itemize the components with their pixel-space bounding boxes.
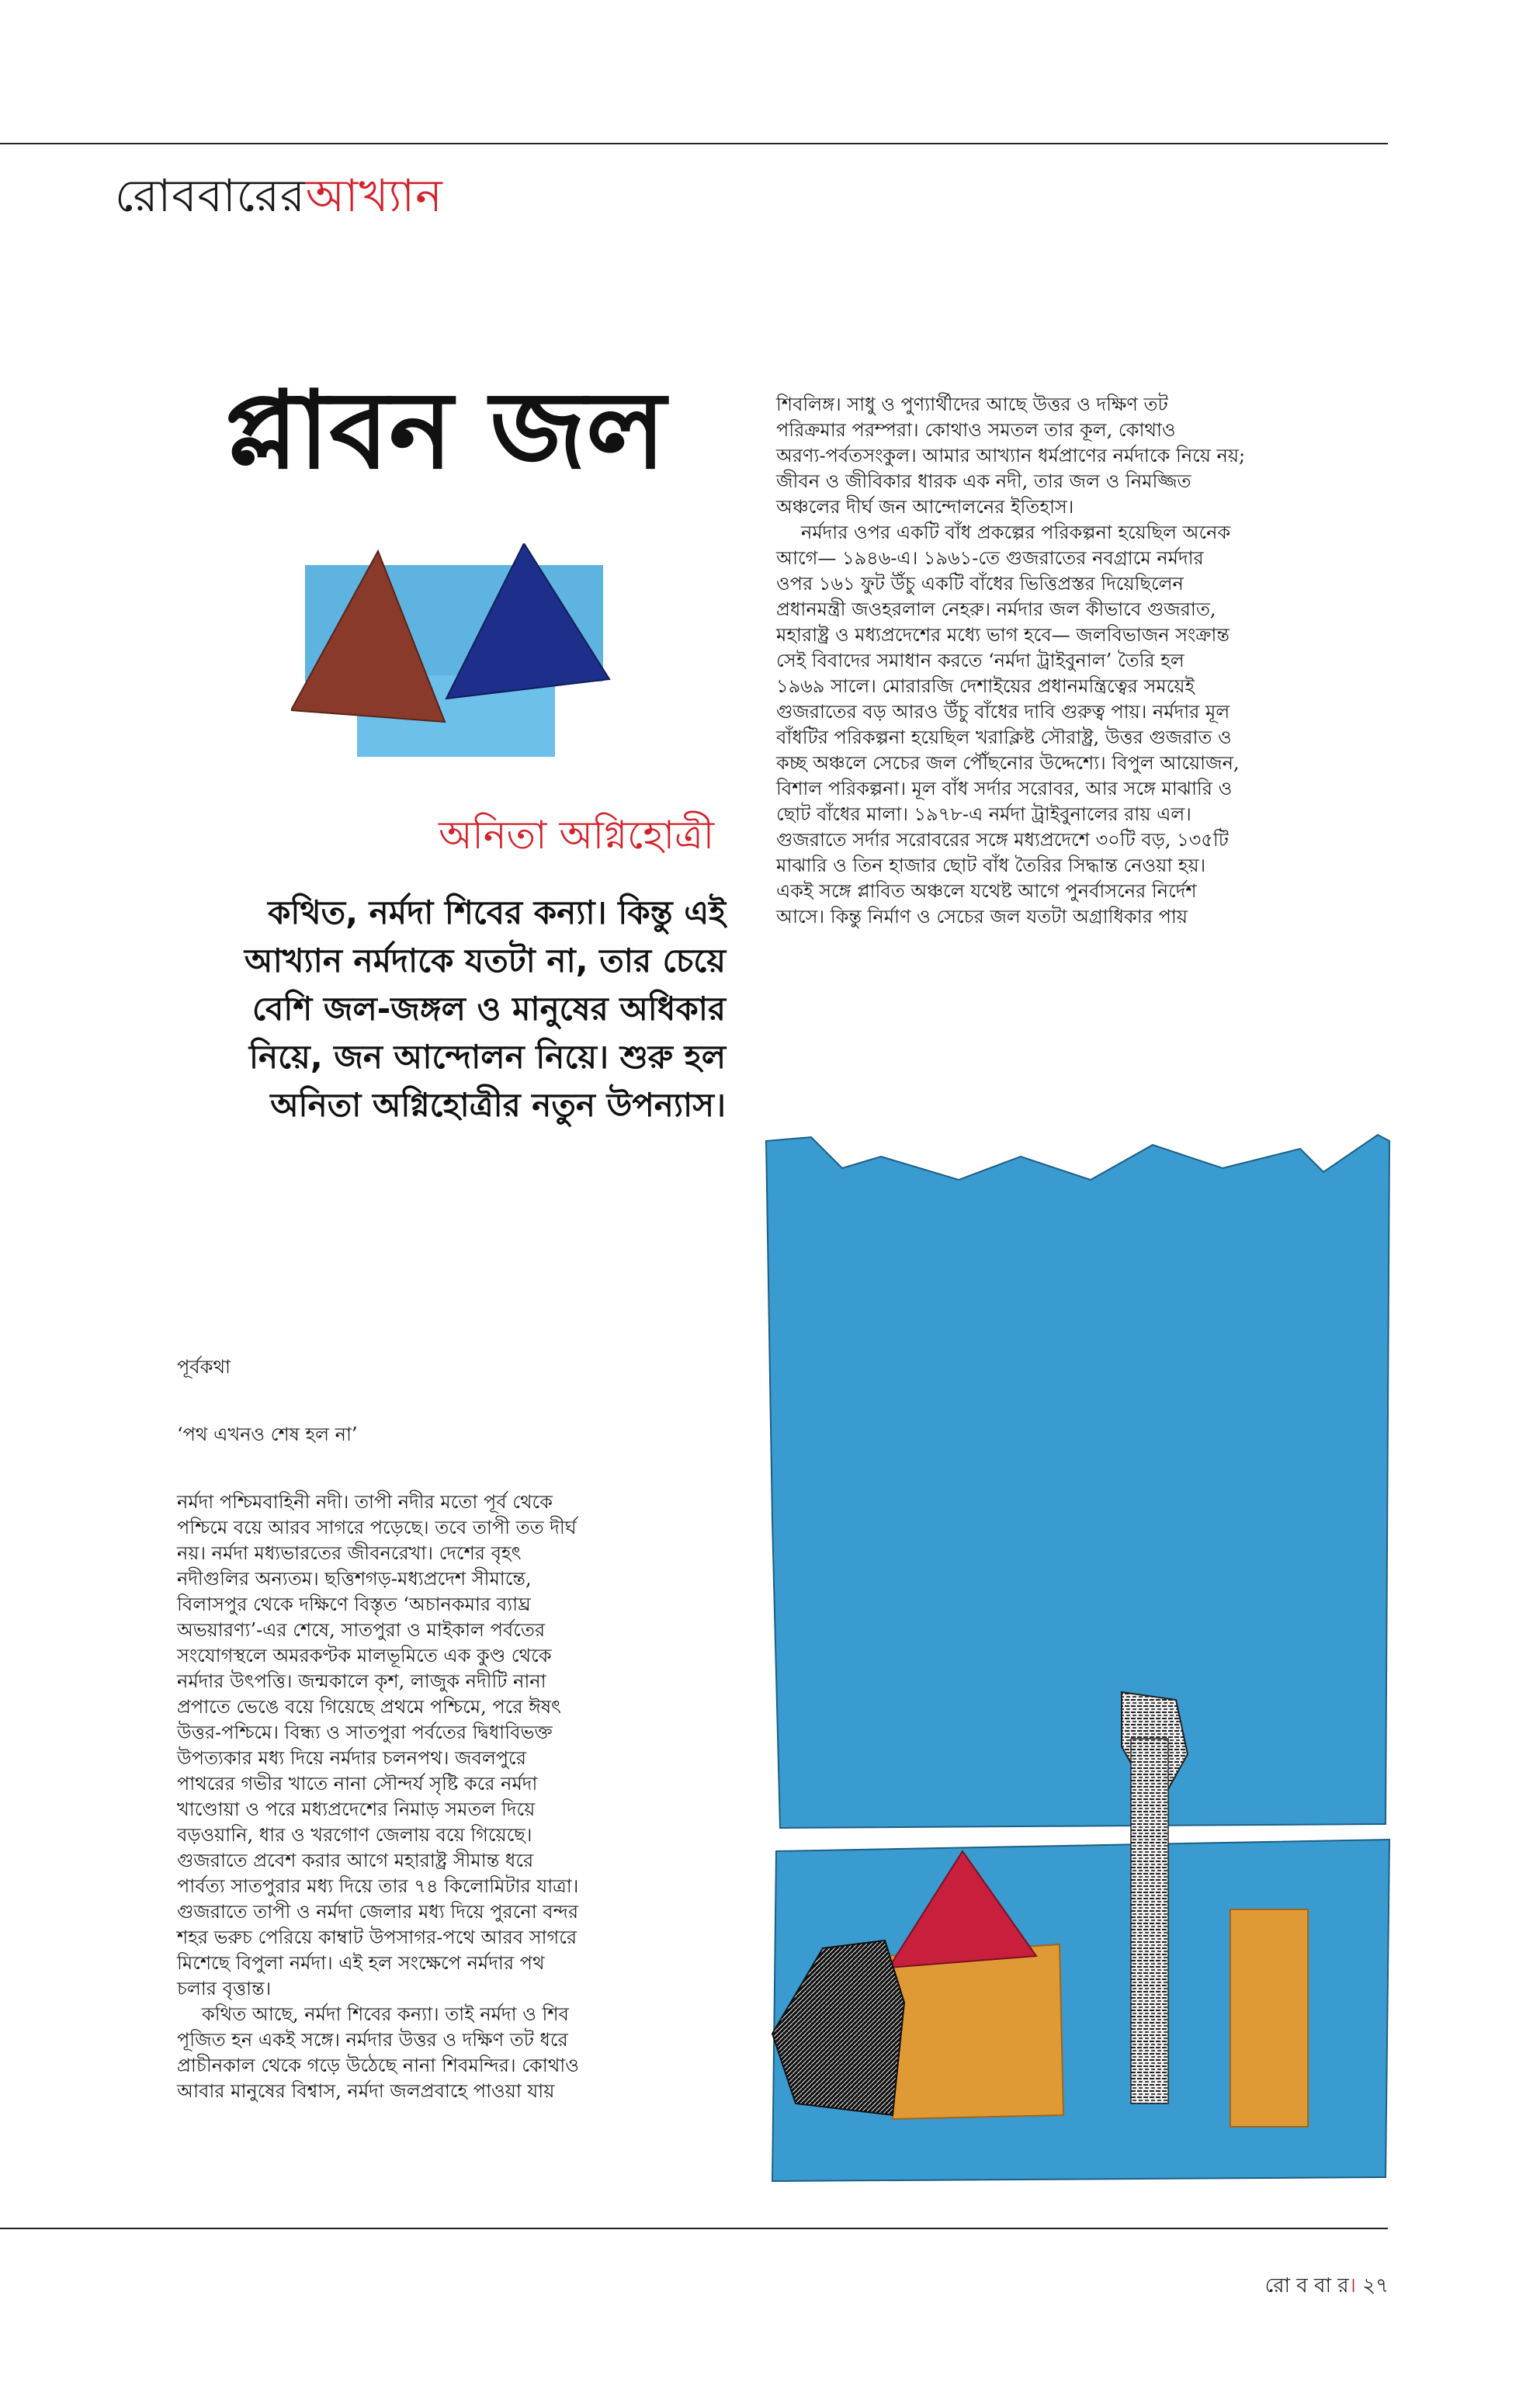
text-line: পাথরের গভীর খাতে নানা সৌন্দর্য সৃষ্টি করে নর্মদা bbox=[177, 1773, 538, 1795]
deck-line: বেশি জল-জঙ্গল ও মানুষের অধিকার bbox=[251, 990, 726, 1028]
page-folio bbox=[1265, 2273, 1389, 2299]
text-line: মাঝারি ও তিন হাজার ছোট বাঁধ তৈরির সিদ্ধান্ত নেওয়া হয়। bbox=[776, 855, 1206, 876]
text-line: কচ্ছ অঞ্চলে সেচের জল পৌঁছনোর উদ্দেশ্যে। বিপুল আয়োজন, bbox=[776, 752, 1240, 774]
paragraph bbox=[177, 1490, 720, 2002]
text-line: বড়ওয়ানি, ধার ও খরগোণ জেলায় বয়ে গিয়েছে। bbox=[177, 1824, 532, 1846]
text-line: আবার মানুষের বিশ্বাস, নর্মদা জলপ্রবাহে পাওয়া যায় bbox=[177, 2080, 555, 2102]
text-line: মহারাষ্ট্র ও মধ্যপ্রদেশের মধ্যে ভাগ হবে— জলবিভাজন সংক্রান্ত bbox=[776, 624, 1230, 646]
collage-orange-block-right bbox=[1230, 1909, 1308, 2127]
text-line: নদীগুলির অন্যতম। ছত্তিশগড়-মধ্যপ্রদেশ সীমান্তে, bbox=[177, 1568, 532, 1590]
triangles-collage-illustration bbox=[291, 543, 617, 761]
paragraph bbox=[776, 520, 1389, 930]
text-line: জীবন ও জীবিকার ধারক এক নদী, তার জল ও নিমজ্জিত bbox=[776, 470, 1191, 492]
text-line: প্রধানমন্ত্রী জওহরলাল নেহরু। নর্মদার জল কীভাবে গুজরাত, bbox=[776, 598, 1216, 620]
text-line: প্রপাতে ভেঙে বয়ে গিয়েছে প্রথমে পশ্চিমে, পরে ঈষৎ bbox=[177, 1696, 561, 1718]
text-line: প্রাচীনকাল থেকে গড়ে উঠেছে নানা শিবমন্দির। কোথাও bbox=[177, 2055, 579, 2076]
author-name: অনিতা অগ্নিহোত্রী bbox=[439, 813, 714, 858]
text-line: গুজরাতে সর্দার সরোবরের সঙ্গে মধ্যপ্রদেশে ৩০টি বড়, ১৩৫টি bbox=[776, 829, 1229, 851]
deck-line: নিয়ে, জন আন্দোলন নিয়ে। শুরু হল bbox=[249, 1038, 726, 1076]
text-line: নর্মদা পশ্চিমবাহিনী নদী। তাপী নদীর মতো পূর্ব থেকে bbox=[177, 1491, 553, 1513]
text-line: উপত্যকার মধ্য দিয়ে নর্মদার চলনপথ। জবলপুরে bbox=[177, 1747, 526, 1769]
page-number: ২৭ bbox=[1362, 2274, 1389, 2298]
text-line: চলার বৃত্তান্ত। bbox=[177, 1978, 272, 1999]
text-line: নর্মদার উৎপত্তি। জন্মকালে কৃশ, লাজুক নদীটি নানা bbox=[177, 1670, 546, 1692]
collage-newspaper-pole bbox=[1131, 1739, 1168, 2103]
text-line: সেই বিবাদের সমাধান করতে ‘নর্মদা ট্রাইবুনাল’ তৈরি হল bbox=[776, 650, 1184, 671]
text-line: সংযোগস্থলে অমরকণ্টক মালভূমিতে এক কুণ্ড থেকে bbox=[177, 1645, 552, 1666]
text-line: নয়। নর্মদা মধ্যভারতের জীবনরেখা। দেশের বৃহৎ bbox=[177, 1542, 522, 1564]
folio-separator: । bbox=[1348, 2274, 1356, 2298]
paragraph bbox=[177, 2002, 720, 2104]
text-line: অভয়ারণ্য’-এর শেষে, সাতপুরা ও মাইকাল পর্বতের bbox=[177, 1619, 546, 1641]
text-line: পরিক্রমার পরম্পরা। কোথাও সমতল তার কূল, কোথাও bbox=[776, 419, 1176, 441]
body-column-left bbox=[177, 1354, 720, 2104]
bottom-rule bbox=[0, 2228, 1388, 2229]
text-line: পার্বত্য সাতপুরার মধ্য দিয়ে তার ৭৪ কিলোমিটার যাত্রা। bbox=[177, 1875, 579, 1897]
text-line: একই সঙ্গে প্লাবিত অঞ্চলে যথেষ্ট আগে পুনর্বাসনের নির্দেশ bbox=[776, 880, 1197, 902]
text-line: শহর ভরুচ পেরিয়ে কাম্বাট উপসাগর-পথে আরব সাগরে bbox=[177, 1927, 578, 1948]
text-line: বিশাল পরিকল্পনা। মূল বাঁধ সর্দার সরোবর, আর সঙ্গে মাঝারি ও bbox=[776, 778, 1233, 799]
article-title: প্লাবন জল bbox=[225, 368, 666, 493]
deck-line: কথিত, নর্মদা শিবের কন্যা। কিন্তু এই bbox=[267, 893, 726, 931]
text-line: অরণ্য-পর্বতসংকুল। আমার আখ্যান ধর্মপ্রাণের নর্মদাকে নিয়ে নয়; bbox=[776, 445, 1246, 466]
prologue-subtitle: ‘পথ এখনও শেষ হল না’ bbox=[177, 1424, 358, 1445]
text-line: গুজরাতের বড় আরও উঁচু বাঁধের দাবি গুরুত্ব পায়। নর্মদার মূল bbox=[776, 701, 1230, 723]
publication-name: রো ব বা র bbox=[1264, 2274, 1349, 2298]
text-line: উত্তর-পশ্চিমে। বিন্ধ্য ও সাতপুরা পর্বতের দ্বিধাবিভক্ত bbox=[177, 1722, 553, 1743]
article-deck bbox=[147, 889, 726, 1129]
text-line: আগে— ১৯৪৬-এ। ১৯৬১-তে গুজরাতের নবগ্রামে নর্মদার bbox=[776, 547, 1204, 569]
section-header bbox=[115, 165, 443, 227]
text-line: বাঁধটির পরিকল্পনা হয়েছিল খরাক্লিষ্ট সৌরাষ্ট্র, উত্তর গুজরাত ও bbox=[776, 727, 1232, 748]
text-line: নর্মদার ওপর একটি বাঁধ প্রকল্পের পরিকল্পনা হয়েছিল অনেক bbox=[801, 522, 1231, 543]
paragraph bbox=[776, 392, 1389, 520]
text-line: শিবলিঙ্গ। সাধু ও পুণ্যার্থীদের আছে উত্তর ও দক্ষিণ তট bbox=[776, 394, 1168, 415]
body-column-right bbox=[776, 392, 1389, 930]
text-line: বিলাসপুর থেকে দক্ষিণে বিস্তৃত ‘অচানকমার ব্যাঘ্র bbox=[177, 1594, 531, 1615]
text-line: গুজরাতে তাপী ও নর্মদা জেলার মধ্য দিয়ে পুরনো বন্দর bbox=[177, 1901, 579, 1923]
collage-blue-sky bbox=[766, 1135, 1389, 1828]
text-line: পশ্চিমে বয়ে আরব সাগরে পড়েছে। তবে তাপী তত দীর্ঘ bbox=[177, 1517, 577, 1538]
text-line: অঞ্চলের দীর্ঘ জন আন্দোলনের ইতিহাস। bbox=[776, 496, 1074, 518]
text-line: ওপর ১৬১ ফুট উঁচু একটি বাঁধের ভিত্তিপ্রস্তর দিয়েছিলেন bbox=[776, 573, 1184, 595]
deck-line: অনিতা অগ্নিহোত্রীর নতুন উপন্যাস। bbox=[270, 1086, 726, 1124]
collage-orange-block-left bbox=[885, 1944, 1063, 2119]
text-line: ছোট বাঁধের মালা। ১৯৭৮-এ নর্মদা ট্রাইবুনালের রায় এল। bbox=[776, 803, 1191, 825]
text-line: আসে। কিন্তু নির্মাণ ও সেচের জল যতটা অগ্রাধিকার পায় bbox=[776, 906, 1188, 928]
section-label-part2: আখ্যান bbox=[305, 169, 443, 222]
text-line: ১৯৬৯ সালে। মোরারজি দেশাইয়ের প্রধানমন্ত্রিত্বের সময়েই bbox=[776, 675, 1195, 697]
text-line: মিশেছে বিপুলা নর্মদা। এই হল সংক্ষেপে নর্মদার পথ bbox=[177, 1952, 545, 1974]
dam-collage-illustration bbox=[765, 1133, 1393, 2189]
text-line: পূজিত হন একই সঙ্গে। নর্মদার উত্তর ও দক্ষিণ তট ধরে bbox=[177, 2029, 568, 2051]
deck-line: আখ্যান নর্মদাকে যতটা না, তার চেয়ে bbox=[244, 942, 726, 980]
text-line: গুজরাতে প্রবেশ করার আগে মহারাষ্ট্র সীমান্ত ধরে bbox=[177, 1850, 534, 1871]
section-label-part1: রোববারের bbox=[115, 169, 306, 222]
top-rule bbox=[0, 143, 1388, 144]
text-line: খাণ্ডোয়া ও পরে মধ্যপ্রদেশের নিমাড় সমতল দিয়ে bbox=[177, 1798, 536, 1820]
text-line: কথিত আছে, নর্মদা শিবের কন্যা। তাই নর্মদা ও শিব bbox=[202, 2003, 569, 2025]
prologue-label: পূর্বকথা bbox=[177, 1356, 231, 1378]
